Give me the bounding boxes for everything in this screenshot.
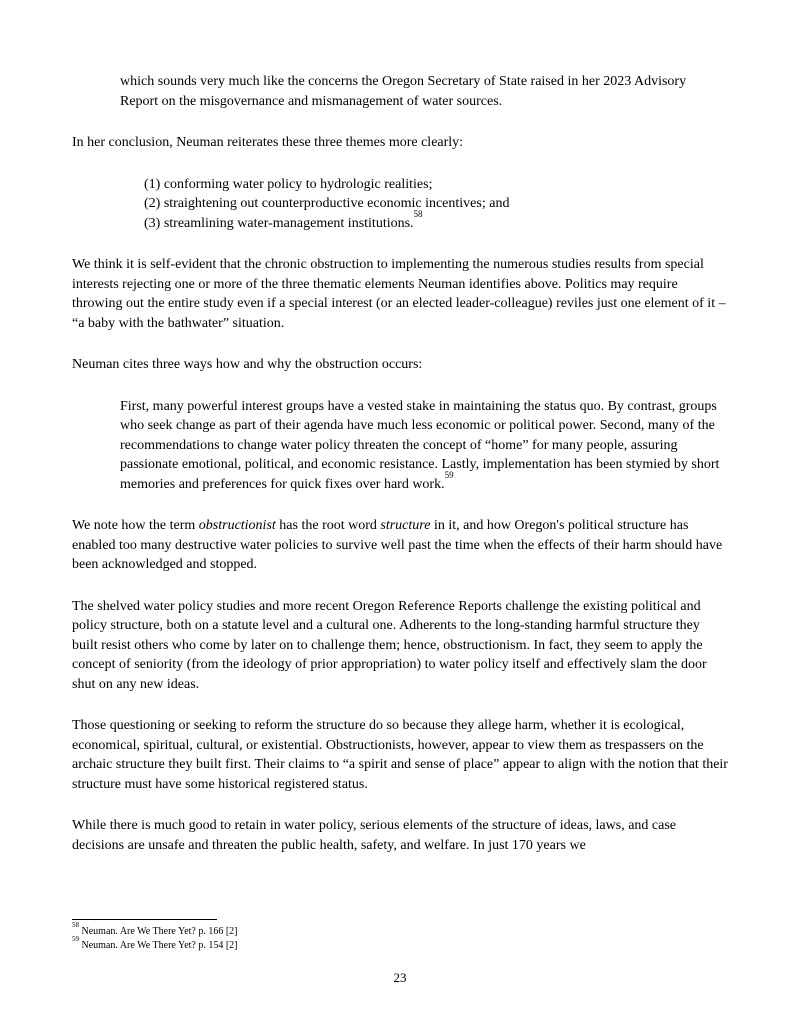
footnote-text: Neuman. Are We There Yet? p. 154 [2] — [81, 940, 238, 951]
themes-list-item: (2) straightening out counterproductive economic incentives; and — [144, 196, 510, 211]
blockquote-obstruction-ways — [120, 397, 720, 495]
page-number: 23 — [393, 970, 407, 985]
text-segment: in it, and how Oregon's political structure has enabled too many destructive water policies to survive well past the time when the effects of their harm should have been acknowledged and stopped. — [72, 518, 723, 572]
footnote-number: 59 — [72, 934, 79, 943]
paragraph-obstructionist-root — [72, 516, 728, 575]
paragraph-self-evident: We think it is self-evident that the chronic obstruction to implementing the numerous studies results from special interests rejecting one or more of the three thematic elements Neuman identifies above. Politics may require throwing out the entire study even if a special interest (or an elected leader-colleague) reviles just one element of it – “a baby with the bathwater” situation. — [72, 257, 726, 331]
text-segment: We note how the term — [72, 518, 199, 533]
footnote-text: Neuman. Are We There Yet? p. 166 [2] — [81, 926, 238, 937]
themes-list-item — [144, 208, 728, 234]
footnote-number: 58 — [72, 920, 79, 929]
blockquote-obstruction-text: First, many powerful interest groups have a vested stake in maintaining the status quo. By contrast, groups who seek change as part of their agenda have much less economic or political power. Second, many of the recommendations to change water policy threaten the concept of “home” for many people, assuring passionate emotional, political, and economic resistance. Lastly, implementation has been stymied by short memories and preferences for quick fixes over hard work. — [120, 398, 720, 492]
themes-list-item: (1) conforming water policy to hydrologic realities; — [144, 176, 433, 192]
blockquote-advisory-report: which sounds very much like the concerns the Oregon Secretary of State raised in her 2023 Advisory Report on the misgovernance and mismanagement of water sources. — [120, 74, 687, 109]
page-body — [72, 72, 728, 877]
paragraph-conclusion-intro: In her conclusion, Neuman reiterates these three themes more clearly: — [72, 135, 464, 150]
paragraph-while-good: While there is much good to retain in water policy, serious elements of the structure of ideas, laws, and case decisions are unsafe and threaten the public health, safety, and welfare. In just 170 years we — [72, 818, 677, 853]
footnote-divider — [72, 919, 217, 920]
footnote-ref-59: 59 — [444, 469, 454, 480]
themes-list — [144, 175, 728, 234]
footnotes-section — [72, 919, 728, 953]
paragraph-questioning-reform: Those questioning or seeking to reform the structure do so because they allege harm, whether it is ecological, economical, spiritual, cultural, or existential. Obstructionists, however, appear to view them as trespassers on the archaic structure they built first. Their claims to “a spirit and sense of place” appear to align with the notion that their structure must have some historical registered status. — [72, 718, 728, 792]
footnote-59 — [72, 934, 728, 953]
themes-list-item-text: (3) streamlining water-management institutions. — [144, 215, 414, 231]
paragraph-cites-intro: Neuman cites three ways how and why the obstruction occurs: — [72, 357, 423, 372]
footnote-58 — [72, 920, 728, 939]
text-segment: has the root word — [275, 518, 381, 533]
footnote-ref-58: 58 — [413, 208, 423, 219]
text-segment-italic: obstructionist — [198, 518, 276, 533]
paragraph-shelved-studies: The shelved water policy studies and more recent Oregon Reference Reports challenge the existing political and policy structure, both on a statute level and a cultural one. Adherents to the long-standing harmful structure they built resist others who come by later on to challenge them; hence, obstructionism. In fact, they seem to apply the concept of seniority (from the ideology of prior appropriation) to water policy itself and effectively slam the door shut on any new ideas. — [72, 598, 707, 692]
text-segment-italic: structure — [380, 518, 431, 533]
